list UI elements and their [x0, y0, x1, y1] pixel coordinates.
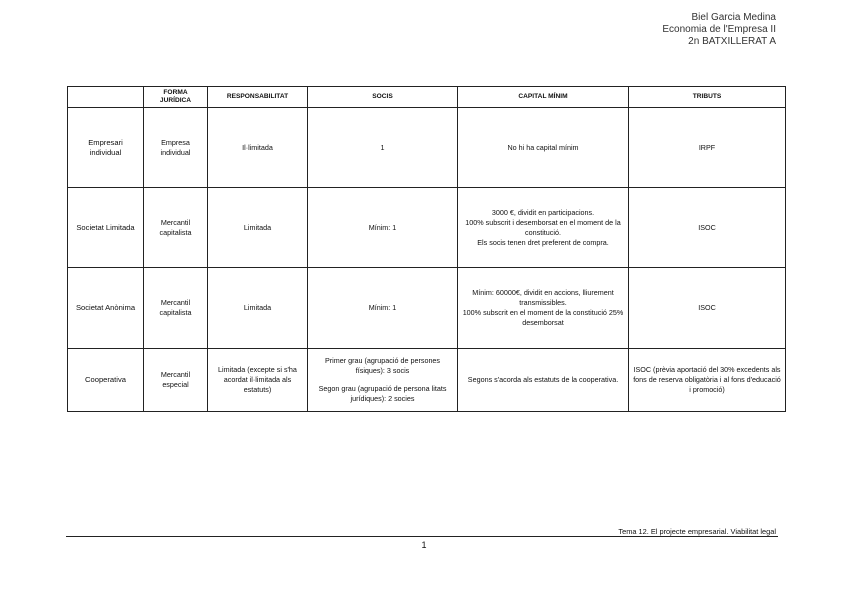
- socis-cell: [308, 108, 458, 188]
- responsabilitat-cell: Il·limitada: [208, 108, 308, 188]
- socis-cell: [308, 268, 458, 349]
- tributs-cell: ISOC (prèvia aportació del 30% excedents als fons de reserva obligatòria i al fons d'educació i promoció): [629, 349, 786, 412]
- responsabilitat-cell: Limitada (excepte si s'ha acordat il·limitada als estatuts): [208, 349, 308, 412]
- capital-line: Mínim: 60000€, dividit en accions, lliurement transmissibles.: [472, 288, 614, 307]
- table-row: [68, 108, 786, 188]
- header-cell-forma: FORMA JURÍDICA: [144, 87, 208, 108]
- capital-cell: [458, 268, 629, 349]
- capital-line: 100% subscrit i desemborsat en el moment de la constitució.: [465, 217, 621, 237]
- capital-line: No hi ha capital mínim: [507, 142, 579, 152]
- socis-line: Segon grau (agrupació de persona litats jurídiques): 2 socies: [318, 384, 447, 403]
- tributs-cell: ISOC: [629, 268, 786, 349]
- socis-cell: [308, 188, 458, 268]
- capital-cell: [458, 188, 629, 268]
- header-cell-tributs: TRIBUTS: [629, 87, 786, 108]
- cell-spacer: [312, 376, 453, 384]
- header-cell-socis: SOCIS: [308, 87, 458, 108]
- header-class: 2n BATXILLERAT A: [688, 36, 776, 47]
- row-name: Societat Anònima: [68, 268, 144, 349]
- capital-line: Els socis tenen dret preferent de compra.: [477, 237, 609, 247]
- page-number: 1: [421, 540, 427, 550]
- socis-line: 1: [380, 142, 385, 152]
- document-header: [662, 12, 776, 48]
- header-cell-empty: [68, 87, 144, 108]
- row-name: Cooperativa: [68, 349, 144, 412]
- tributs-cell: IRPF: [629, 108, 786, 188]
- socis-line: Mínim: 1: [368, 222, 397, 232]
- capital-cell: [458, 349, 629, 412]
- table-row: [68, 268, 786, 349]
- footer-divider: [66, 536, 778, 537]
- capital-line: 3000 €, dividit en participacions.: [491, 207, 595, 217]
- row-name: Empresari individual: [68, 108, 144, 188]
- header-cell-capital: CAPITAL MÍNIM: [458, 87, 629, 108]
- legal-forms-table: [67, 86, 786, 412]
- socis-line: Mínim: 1: [368, 303, 397, 312]
- row-name: Societat Limitada: [68, 188, 144, 268]
- forma-cell: Mercantil capitalista: [144, 188, 208, 268]
- capital-line: 100% subscrit en el moment de la constitució 25% desemborsat: [462, 308, 624, 327]
- footer-title: Tema 12. El projecte empresarial. Viabilitat legal: [618, 527, 776, 536]
- responsabilitat-cell: Limitada: [208, 188, 308, 268]
- tributs-cell: ISOC: [629, 188, 786, 268]
- socis-cell: [308, 349, 458, 412]
- capital-line: Segons s'acorda als estatuts de la cooperativa.: [467, 375, 619, 384]
- header-subject: Economia de l'Empresa II: [662, 24, 776, 35]
- responsabilitat-cell: Limitada: [208, 268, 308, 349]
- header-cell-responsabilitat: RESPONSABILITAT: [208, 87, 308, 108]
- table-row: [68, 188, 786, 268]
- table-header-row: [68, 87, 786, 108]
- capital-cell: [458, 108, 629, 188]
- header-author: Biel Garcia Medina: [691, 12, 776, 23]
- forma-cell: Mercantil capitalista: [144, 268, 208, 349]
- forma-cell: Empresa individual: [144, 108, 208, 188]
- table-row: [68, 349, 786, 412]
- socis-line: Primer grau (agrupació de persones físiques): 3 socis: [324, 356, 441, 375]
- forma-cell: Mercantil especial: [144, 349, 208, 412]
